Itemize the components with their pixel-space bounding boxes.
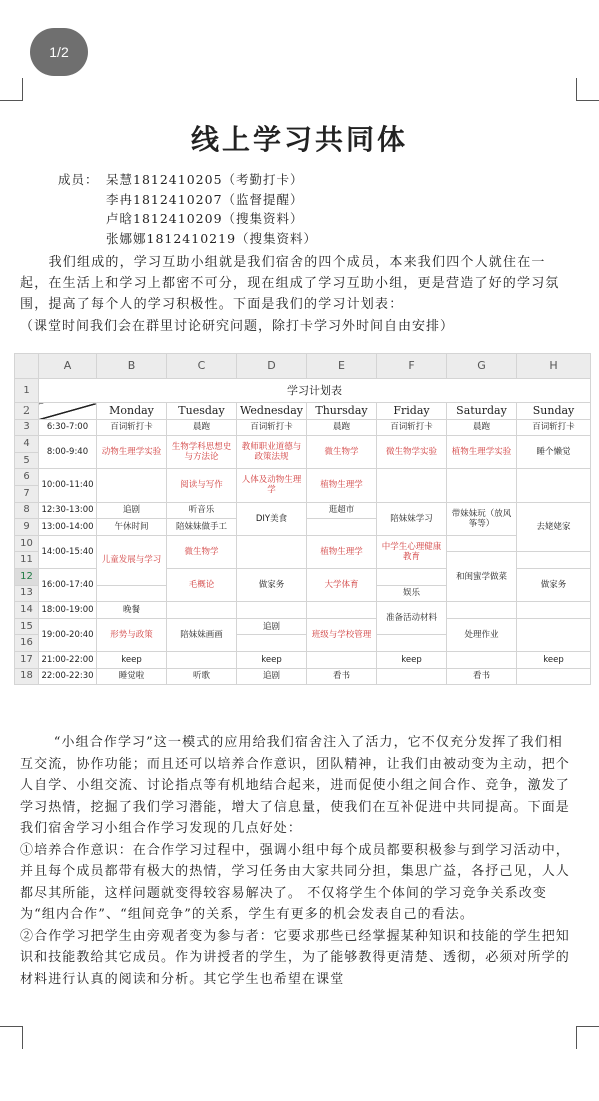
schedule-cell: 儿童发展与学习 [97, 535, 167, 585]
schedule-cell: 教师职业道德与政策法规 [237, 436, 307, 469]
schedule-cell: 植物生理学实验 [447, 436, 517, 469]
schedule-cell: keep [517, 651, 591, 668]
schedule-cell [517, 668, 591, 685]
time-cell: 14:00-15:40 [39, 535, 97, 568]
time-cell: 12:30-13:00 [39, 502, 97, 519]
member-text: 张娜娜1812410219（搜集资料） [106, 230, 318, 246]
crop-mark-bottom-left [0, 1026, 23, 1049]
schedule-cell: 做家务 [517, 568, 591, 601]
column-header: B [97, 354, 167, 379]
table-row [15, 618, 591, 635]
schedule-cell: 看书 [307, 668, 377, 685]
row-number: 9 [15, 519, 39, 536]
schedule-cell: 听歌 [167, 668, 237, 685]
row-number: 5 [15, 452, 39, 469]
schedule-cell: 百词斩打卡 [517, 419, 591, 436]
day-header: Thursday [307, 403, 377, 420]
column-header: D [237, 354, 307, 379]
schedule-cell: 陪妹妹学习 [377, 502, 447, 535]
table-title: 学习计划表 [39, 379, 591, 403]
row-number: 15 [15, 618, 39, 635]
table-row [15, 379, 591, 403]
crop-mark-bottom-right [576, 1026, 599, 1049]
member-text: 卢晗1812410209（搜集资料） [106, 211, 304, 226]
schedule-cell [307, 602, 377, 619]
schedule-cell: 百词斩打卡 [377, 419, 447, 436]
schedule-cell: 带妹妹玩（放风筝等） [447, 502, 517, 535]
table-row [15, 403, 591, 420]
row-number: 13 [15, 585, 39, 602]
member-row [58, 170, 317, 190]
schedule-cell: 形势与政策 [97, 618, 167, 651]
schedule-cell: 人体及动物生理学 [237, 469, 307, 502]
spreadsheet-screenshot [14, 353, 590, 686]
time-cell: 19:00-20:40 [39, 618, 97, 651]
schedule-cell [447, 535, 517, 552]
row-number: 17 [15, 651, 39, 668]
member-row [58, 229, 317, 249]
schedule-cell: 午休时间 [97, 519, 167, 536]
crop-mark-top-left [0, 78, 23, 101]
schedule-cell: 晚餐 [97, 602, 167, 619]
table-row [15, 602, 591, 619]
table-row [15, 469, 591, 486]
row-number: 10 [15, 535, 39, 552]
schedule-table [14, 353, 591, 685]
schedule-cell [97, 469, 167, 502]
schedule-cell [377, 635, 447, 652]
time-cell: 18:00-19:00 [39, 602, 97, 619]
schedule-cell [237, 535, 307, 568]
schedule-cell: keep [237, 651, 307, 668]
schedule-cell: 听音乐 [167, 502, 237, 519]
column-header: G [447, 354, 517, 379]
schedule-cell: keep [97, 651, 167, 668]
schedule-cell [237, 602, 307, 619]
schedule-cell: 陪妹妹画画 [167, 618, 237, 651]
row-number: 12 [15, 568, 39, 585]
diagonal-header-cell [39, 403, 97, 420]
schedule-cell: 生物学科思想史与方法论 [167, 436, 237, 469]
schedule-cell: 睡觉啦 [97, 668, 167, 685]
body-paragraph: ①培养合作意识：在合作学习过程中，强调小组中每个成员都要积极参与到学习活动中，并且每个成员都带有极大的热情，学习任务由大家共同分担，集思广益，各抒己见，人人都尽其所能，这样问题就变得较容易解决了。 不仅将学生个体间的学习竞争关系改变为“组内合作”、“组间竞争”的关系，学生有更多的机会发表自己的看法。 [20, 842, 570, 922]
table-row [15, 535, 591, 552]
schedule-cell: 百词斩打卡 [97, 419, 167, 436]
member-row [58, 209, 317, 229]
schedule-cell: 追剧 [97, 502, 167, 519]
time-cell: 22:00-22:30 [39, 668, 97, 685]
schedule-cell: 看书 [447, 668, 517, 685]
time-cell: 13:00-14:00 [39, 519, 97, 536]
column-header-row [15, 354, 591, 379]
schedule-cell: 植物生理学 [307, 535, 377, 568]
row-number: 8 [15, 502, 39, 519]
member-label: 成员： [58, 172, 99, 187]
schedule-cell: 中学生心理健康教育 [377, 535, 447, 568]
member-text: 李冉1812410207（监督提醒） [106, 191, 304, 207]
schedule-cell: 追剧 [237, 668, 307, 685]
member-list [58, 170, 317, 248]
table-row [15, 668, 591, 685]
schedule-cell [307, 519, 377, 536]
schedule-cell [447, 602, 517, 619]
schedule-cell: 睡个懒觉 [517, 436, 591, 469]
row-number: 4 [15, 436, 39, 453]
schedule-cell: 做家务 [237, 568, 307, 601]
schedule-cell [377, 568, 447, 585]
table-row [15, 651, 591, 668]
schedule-cell: 去姥姥家 [517, 502, 591, 552]
member-label [58, 190, 106, 210]
schedule-cell: 晨跑 [447, 419, 517, 436]
schedule-cell: 阅读与写作 [167, 469, 237, 502]
schedule-cell [377, 469, 447, 502]
row-number: 1 [15, 379, 39, 403]
page-indicator: 1/2 [30, 28, 88, 76]
schedule-cell [167, 602, 237, 619]
time-cell: 10:00-11:40 [39, 469, 97, 502]
row-number: 18 [15, 668, 39, 685]
schedule-cell [377, 668, 447, 685]
schedule-cell: 处理作业 [447, 618, 517, 651]
schedule-cell [447, 469, 517, 502]
schedule-cell: 准备活动材料 [377, 602, 447, 635]
table-row [15, 419, 591, 436]
schedule-cell [517, 618, 591, 651]
body-paragraph: “小组合作学习”这一模式的应用给我们宿舍注入了活力，它不仅充分发挥了我们相互交流，协作功能；而且还可以培养合作意识，团队精神，让我们由被动变为主动，把个人自学、小组交流、讨论指点等有机地结合起来，进而促使小组之间合作、竞争，激发了学习热情，挖掘了我们学习潜能，增大了信息量，使我们在互补促进中共同提高。下面是我们宿舍学习小组合作学习发现的几点好处： [20, 735, 570, 836]
column-header: C [167, 354, 237, 379]
schedule-cell: 毛概论 [167, 568, 237, 601]
schedule-cell [167, 651, 237, 668]
schedule-cell: 大学体育 [307, 568, 377, 601]
schedule-cell: 陪妹妹做手工 [167, 519, 237, 536]
schedule-cell: 微生物学实验 [377, 436, 447, 469]
member-text: 呆慧1812410205（考勤打卡） [106, 172, 304, 187]
schedule-cell: 百词斩打卡 [237, 419, 307, 436]
schedule-cell: 娱乐 [377, 585, 447, 602]
schedule-cell [97, 585, 167, 602]
schedule-cell: 班级与学校管理 [307, 618, 377, 651]
member-row [58, 190, 317, 210]
body-text [20, 732, 575, 990]
day-header: Saturday [447, 403, 517, 420]
time-cell: 16:00-17:40 [39, 568, 97, 601]
schedule-cell: 植物生理学 [307, 469, 377, 502]
member-label [58, 229, 106, 249]
column-header: E [307, 354, 377, 379]
time-cell: 8:00-9:40 [39, 436, 97, 469]
schedule-cell: DIY美食 [237, 502, 307, 535]
row-number: 11 [15, 552, 39, 569]
day-header: Sunday [517, 403, 591, 420]
schedule-cell: keep [377, 651, 447, 668]
row-number: 6 [15, 469, 39, 486]
schedule-cell: 微生物学 [167, 535, 237, 568]
table-row [15, 436, 591, 453]
intro-note: （课堂时间我们会在群里讨论研究问题，除打卡学习外时间自由安排） [20, 319, 455, 334]
time-cell: 21:00-22:00 [39, 651, 97, 668]
time-cell: 6:30-7:00 [39, 419, 97, 436]
column-header: A [39, 354, 97, 379]
row-number: 14 [15, 602, 39, 619]
column-header: F [377, 354, 447, 379]
document-title: 线上学习共同体 [190, 123, 408, 156]
schedule-cell: 晨跑 [307, 419, 377, 436]
schedule-cell: 微生物学 [307, 436, 377, 469]
table-row [15, 502, 591, 519]
schedule-cell: 晨跑 [167, 419, 237, 436]
schedule-cell [517, 469, 591, 502]
crop-mark-top-right [576, 78, 599, 101]
schedule-cell: 追剧 [237, 618, 307, 635]
row-number: 2 [15, 403, 39, 420]
row-number: 16 [15, 635, 39, 652]
day-header: Tuesday [167, 403, 237, 420]
schedule-cell: 和闺蜜学做菜 [447, 552, 517, 602]
schedule-cell [447, 651, 517, 668]
intro-paragraph: 我们组成的，学习互助小组就是我们宿舍的四个成员，本来我们四个人就住在一起，在生活上和学习上都密不可分，现在组成了学习互助小组，更是营造了好的学习氛围，提高了每个人的学习积极性。下面是我们的学习计划表： [20, 255, 560, 312]
schedule-cell [237, 635, 307, 652]
member-label [58, 209, 106, 229]
day-header: Friday [377, 403, 447, 420]
schedule-cell [307, 651, 377, 668]
schedule-cell: 逛超市 [307, 502, 377, 519]
day-header: Monday [97, 403, 167, 420]
day-header: Wednesday [237, 403, 307, 420]
row-number: 7 [15, 485, 39, 502]
corner-cell [15, 354, 39, 379]
schedule-cell [517, 552, 591, 569]
schedule-cell: 动物生理学实验 [97, 436, 167, 469]
schedule-cell [517, 602, 591, 619]
column-header: H [517, 354, 591, 379]
row-number: 3 [15, 419, 39, 436]
body-paragraph: ②合作学习把学生由旁观者变为参与者：它要求那些已经掌握某种知识和技能的学生把知识和技能教给其它成员。作为讲授者的学生，为了能够教得更清楚、透彻，必须对所学的材料进行认真的阅读和分析。其它学生也希望在课堂 [20, 928, 570, 987]
